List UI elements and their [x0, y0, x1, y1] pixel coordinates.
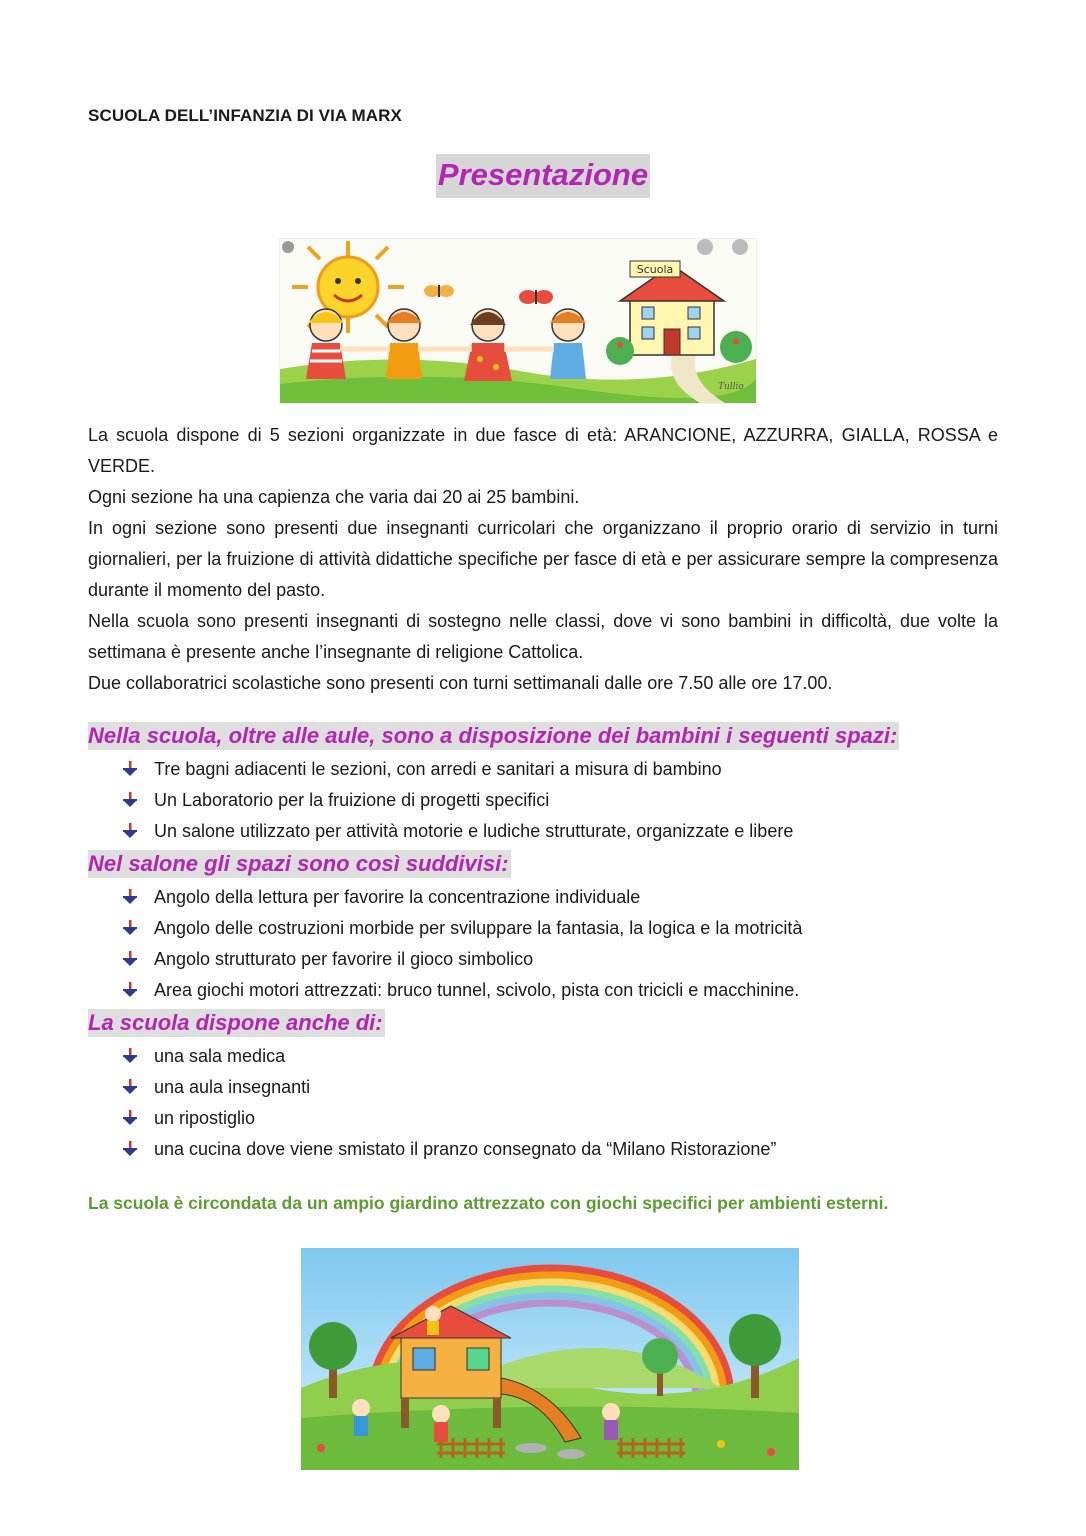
title-container — [0, 154, 1086, 198]
section-heading-also: La scuola dispone anche di: — [88, 1010, 383, 1035]
arrow-down-bullet-icon — [122, 823, 138, 839]
arrow-down-bullet-icon — [122, 1110, 138, 1126]
arrow-down-bullet-icon — [122, 920, 138, 936]
intro-paragraph: Due collaboratrici scolastiche sono presenti con turni settimanali dalle ore 7.50 alle ore 17.00. — [88, 673, 833, 693]
page-title: Presentazione — [436, 154, 650, 198]
close-icon — [282, 241, 294, 253]
svg-text:Tullio: Tullio — [718, 382, 744, 392]
svg-text:Scuola: Scuola — [636, 263, 674, 276]
arrow-down-bullet-icon — [122, 1048, 138, 1064]
salone-list — [122, 882, 802, 1006]
arrow-down-bullet-icon — [122, 951, 138, 967]
arrow-down-bullet-icon — [122, 1079, 138, 1095]
intro-paragraph: Nella scuola sono presenti insegnanti di sostegno nelle classi, dove vi sono bambini in difficoltà, due volte la settimana è presente anche l’insegnante di religione Cattolica. — [88, 611, 998, 662]
list-item: Angolo strutturato per favorire il gioco simbolico — [122, 944, 802, 975]
also-list — [122, 1041, 776, 1165]
list-item: Angolo della lettura per favorire la concentrazione individuale — [122, 882, 802, 913]
list-item: Angolo delle costruzioni morbide per sviluppare la fantasia, la logica e la motricità — [122, 913, 802, 944]
list-item: una sala medica — [122, 1041, 776, 1072]
playground-illustration — [301, 1248, 799, 1470]
butterfly-icon — [519, 290, 553, 304]
list-item: Un salone utilizzato per attività motorie e ludiche strutturate, organizzate e libere — [122, 816, 793, 847]
next-arrow-icon — [732, 239, 748, 255]
butterfly-icon — [424, 285, 454, 297]
arrow-down-bullet-icon — [122, 1141, 138, 1157]
list-item: Area giochi motori attrezzati: bruco tunnel, scivolo, pista con tricicli e macchinine. — [122, 975, 802, 1006]
arrow-down-bullet-icon — [122, 982, 138, 998]
school-name: SCUOLA DELL’INFANZIA DI VIA MARX — [88, 106, 402, 125]
arrow-down-bullet-icon — [122, 889, 138, 905]
list-item: Un Laboratorio per la fruizione di progetti specifici — [122, 785, 793, 816]
spaces-list — [122, 754, 793, 847]
arrow-down-bullet-icon — [122, 761, 138, 777]
intro-paragraph: La scuola dispone di 5 sezioni organizzate in due fasce di età: ARANCIONE, AZZURRA, GIALLA, ROSSA e VERDE. — [88, 425, 998, 476]
intro-text — [88, 420, 998, 699]
child-figure — [550, 309, 586, 379]
prev-arrow-icon — [697, 239, 713, 255]
list-item: Tre bagni adiacenti le sezioni, con arredi e sanitari a misura di bambino — [122, 754, 793, 785]
intro-paragraph: Ogni sezione ha una capienza che varia dai 20 ai 25 bambini. — [88, 487, 580, 507]
closing-statement: La scuola è circondata da un ampio giardino attrezzato con giochi specifici per ambienti esterni. — [88, 1193, 889, 1213]
list-item: una cucina dove viene smistato il pranzo consegnato da “Milano Ristorazione” — [122, 1134, 776, 1165]
section-heading-salone: Nel salone gli spazi sono così suddivisi: — [88, 851, 509, 876]
children-school-illustration — [279, 238, 757, 404]
section-heading-spaces: Nella scuola, oltre alle aule, sono a disposizione dei bambini i seguenti spazi: — [88, 723, 898, 748]
list-item: un ripostiglio — [122, 1103, 776, 1134]
child-figure — [386, 309, 422, 379]
arrow-down-bullet-icon — [122, 792, 138, 808]
child-figure — [306, 309, 346, 379]
intro-paragraph: In ogni sezione sono presenti due insegnanti curricolari che organizzano il proprio orario di servizio in turni giornalieri, per la fruizione di attività didattiche specifiche per fasce di età e per assicurare sempre la compresenza durante il momento del pasto. — [88, 518, 998, 600]
list-item: una aula insegnanti — [122, 1072, 776, 1103]
